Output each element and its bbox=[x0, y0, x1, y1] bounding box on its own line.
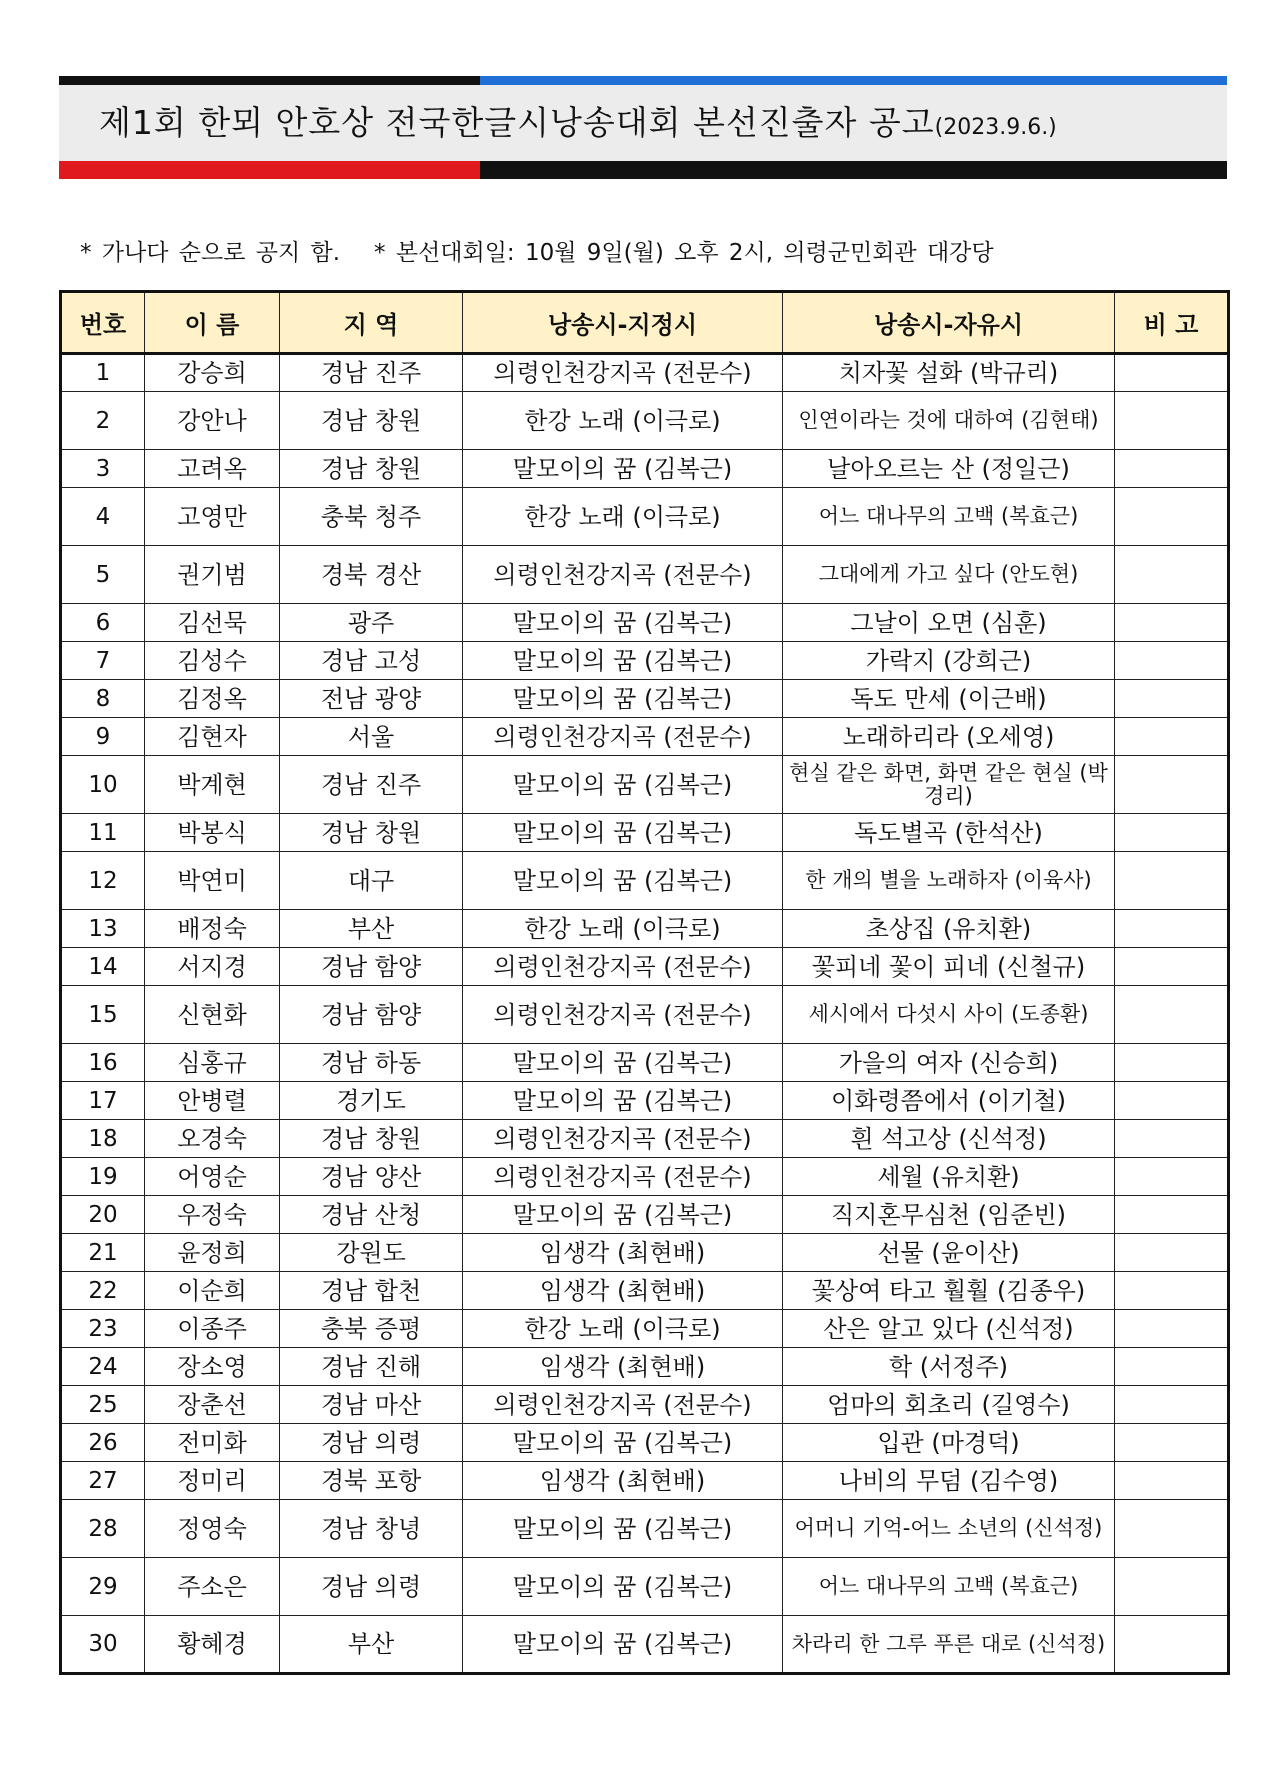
cell-name: 심홍규 bbox=[145, 1044, 280, 1082]
banner-stripe-red-bottom bbox=[59, 161, 480, 179]
column-header-remarks: 비 고 bbox=[1115, 292, 1229, 354]
cell-designated-poem: 한강 노래 (이극로) bbox=[463, 1310, 783, 1348]
cell-number: 14 bbox=[61, 948, 145, 986]
cell-designated-poem: 의령인천강지곡 (전문수) bbox=[463, 986, 783, 1044]
table-row bbox=[61, 1500, 1229, 1558]
cell-name: 오경숙 bbox=[145, 1120, 280, 1158]
cell-name: 우정숙 bbox=[145, 1196, 280, 1234]
cell-region: 경남 창원 bbox=[280, 814, 463, 852]
cell-remarks bbox=[1115, 488, 1229, 546]
cell-number: 16 bbox=[61, 1044, 145, 1082]
cell-region: 경남 하동 bbox=[280, 1044, 463, 1082]
table-row bbox=[61, 718, 1229, 756]
cell-name: 김현자 bbox=[145, 718, 280, 756]
cell-free-poem: 초상집 (유치환) bbox=[783, 910, 1115, 948]
cell-remarks bbox=[1115, 450, 1229, 488]
cell-free-poem: 한 개의 별을 노래하자 (이육사) bbox=[783, 852, 1115, 910]
cell-remarks bbox=[1115, 1120, 1229, 1158]
cell-region: 경남 창원 bbox=[280, 392, 463, 450]
cell-region: 부산 bbox=[280, 910, 463, 948]
cell-name: 권기범 bbox=[145, 546, 280, 604]
table-row bbox=[61, 680, 1229, 718]
cell-designated-poem: 의령인천강지곡 (전문수) bbox=[463, 948, 783, 986]
cell-designated-poem: 의령인천강지곡 (전문수) bbox=[463, 1158, 783, 1196]
table-row bbox=[61, 1272, 1229, 1310]
cell-designated-poem: 의령인천강지곡 (전문수) bbox=[463, 354, 783, 392]
cell-name: 박계현 bbox=[145, 756, 280, 814]
cell-remarks bbox=[1115, 1196, 1229, 1234]
cell-region: 경남 창원 bbox=[280, 1120, 463, 1158]
cell-name: 박연미 bbox=[145, 852, 280, 910]
cell-number: 3 bbox=[61, 450, 145, 488]
cell-region: 경남 진해 bbox=[280, 1348, 463, 1386]
table-row bbox=[61, 1120, 1229, 1158]
cell-free-poem: 입관 (마경덕) bbox=[783, 1424, 1115, 1462]
cell-number: 29 bbox=[61, 1558, 145, 1616]
table-row bbox=[61, 1234, 1229, 1272]
cell-designated-poem: 말모이의 꿈 (김복근) bbox=[463, 450, 783, 488]
cell-free-poem: 이화령쯤에서 (이기철) bbox=[783, 1082, 1115, 1120]
cell-region: 경남 진주 bbox=[280, 756, 463, 814]
banner-stripe-black-bottom bbox=[480, 161, 1227, 179]
cell-designated-poem: 임생각 (최현배) bbox=[463, 1234, 783, 1272]
table-row bbox=[61, 1462, 1229, 1500]
cell-name: 전미화 bbox=[145, 1424, 280, 1462]
cell-remarks bbox=[1115, 814, 1229, 852]
cell-name: 김정옥 bbox=[145, 680, 280, 718]
cell-region: 경북 포항 bbox=[280, 1462, 463, 1500]
cell-number: 12 bbox=[61, 852, 145, 910]
cell-designated-poem: 의령인천강지곡 (전문수) bbox=[463, 718, 783, 756]
cell-designated-poem: 말모이의 꿈 (김복근) bbox=[463, 814, 783, 852]
cell-name: 정미리 bbox=[145, 1462, 280, 1500]
cell-designated-poem: 의령인천강지곡 (전문수) bbox=[463, 1386, 783, 1424]
cell-designated-poem: 의령인천강지곡 (전문수) bbox=[463, 546, 783, 604]
cell-number: 15 bbox=[61, 986, 145, 1044]
cell-name: 어영순 bbox=[145, 1158, 280, 1196]
cell-region: 경남 함양 bbox=[280, 986, 463, 1044]
cell-free-poem: 어느 대나무의 고백 (복효근) bbox=[783, 488, 1115, 546]
cell-name: 이종주 bbox=[145, 1310, 280, 1348]
cell-region: 경남 고성 bbox=[280, 642, 463, 680]
cell-remarks bbox=[1115, 852, 1229, 910]
cell-remarks bbox=[1115, 948, 1229, 986]
cell-name: 안병렬 bbox=[145, 1082, 280, 1120]
table-row bbox=[61, 910, 1229, 948]
cell-number: 25 bbox=[61, 1386, 145, 1424]
table-row bbox=[61, 392, 1229, 450]
cell-designated-poem: 한강 노래 (이극로) bbox=[463, 910, 783, 948]
cell-region: 충북 증평 bbox=[280, 1310, 463, 1348]
cell-free-poem: 엄마의 회초리 (길영수) bbox=[783, 1386, 1115, 1424]
cell-region: 경남 의령 bbox=[280, 1424, 463, 1462]
cell-designated-poem: 임생각 (최현배) bbox=[463, 1462, 783, 1500]
cell-name: 고영만 bbox=[145, 488, 280, 546]
cell-remarks bbox=[1115, 392, 1229, 450]
notice-line bbox=[80, 234, 994, 267]
cell-free-poem: 치자꽃 설화 (박규리) bbox=[783, 354, 1115, 392]
table-row bbox=[61, 986, 1229, 1044]
title-banner bbox=[59, 76, 1227, 179]
cell-free-poem: 세시에서 다섯시 사이 (도종환) bbox=[783, 986, 1115, 1044]
cell-number: 4 bbox=[61, 488, 145, 546]
cell-free-poem: 그대에게 가고 싶다 (안도현) bbox=[783, 546, 1115, 604]
cell-region: 서울 bbox=[280, 718, 463, 756]
cell-designated-poem: 의령인천강지곡 (전문수) bbox=[463, 1120, 783, 1158]
cell-name: 장소영 bbox=[145, 1348, 280, 1386]
cell-name: 이순희 bbox=[145, 1272, 280, 1310]
cell-designated-poem: 말모이의 꿈 (김복근) bbox=[463, 642, 783, 680]
cell-designated-poem: 임생각 (최현배) bbox=[463, 1272, 783, 1310]
cell-free-poem: 흰 석고상 (신석정) bbox=[783, 1120, 1115, 1158]
cell-name: 황혜경 bbox=[145, 1616, 280, 1674]
cell-remarks bbox=[1115, 642, 1229, 680]
cell-number: 11 bbox=[61, 814, 145, 852]
cell-free-poem: 산은 알고 있다 (신석정) bbox=[783, 1310, 1115, 1348]
cell-designated-poem: 말모이의 꿈 (김복근) bbox=[463, 1082, 783, 1120]
table-row bbox=[61, 1616, 1229, 1674]
page-title-text: 제1회 한뫼 안호상 전국한글시낭송대회 본선진출자 공고 bbox=[99, 103, 935, 142]
cell-designated-poem: 말모이의 꿈 (김복근) bbox=[463, 680, 783, 718]
table-row bbox=[61, 488, 1229, 546]
table-row bbox=[61, 604, 1229, 642]
cell-region: 경북 경산 bbox=[280, 546, 463, 604]
cell-remarks bbox=[1115, 1558, 1229, 1616]
cell-remarks bbox=[1115, 756, 1229, 814]
cell-remarks bbox=[1115, 1500, 1229, 1558]
cell-remarks bbox=[1115, 1386, 1229, 1424]
table-row bbox=[61, 1044, 1229, 1082]
cell-name: 강안나 bbox=[145, 392, 280, 450]
cell-region: 경남 창녕 bbox=[280, 1500, 463, 1558]
cell-designated-poem: 말모이의 꿈 (김복근) bbox=[463, 1424, 783, 1462]
cell-designated-poem: 한강 노래 (이극로) bbox=[463, 488, 783, 546]
cell-region: 경남 마산 bbox=[280, 1386, 463, 1424]
cell-remarks bbox=[1115, 986, 1229, 1044]
cell-designated-poem: 말모이의 꿈 (김복근) bbox=[463, 1558, 783, 1616]
cell-free-poem: 어머니 기억-어느 소년의 (신석정) bbox=[783, 1500, 1115, 1558]
table-row bbox=[61, 1196, 1229, 1234]
cell-region: 경남 산청 bbox=[280, 1196, 463, 1234]
cell-free-poem: 날아오르는 산 (정일근) bbox=[783, 450, 1115, 488]
cell-number: 18 bbox=[61, 1120, 145, 1158]
cell-name: 서지경 bbox=[145, 948, 280, 986]
cell-free-poem: 독도 만세 (이근배) bbox=[783, 680, 1115, 718]
cell-remarks bbox=[1115, 1234, 1229, 1272]
table-row bbox=[61, 1310, 1229, 1348]
cell-name: 강승희 bbox=[145, 354, 280, 392]
cell-name: 박봉식 bbox=[145, 814, 280, 852]
column-header-name: 이 름 bbox=[145, 292, 280, 354]
cell-number: 13 bbox=[61, 910, 145, 948]
column-header-region: 지 역 bbox=[280, 292, 463, 354]
table-row bbox=[61, 1158, 1229, 1196]
cell-number: 7 bbox=[61, 642, 145, 680]
table-header-row bbox=[61, 292, 1229, 354]
column-header-designated-poem: 낭송시-지정시 bbox=[463, 292, 783, 354]
cell-number: 5 bbox=[61, 546, 145, 604]
table-row bbox=[61, 1348, 1229, 1386]
cell-name: 장춘선 bbox=[145, 1386, 280, 1424]
cell-remarks bbox=[1115, 1272, 1229, 1310]
cell-free-poem: 꽃피네 꽃이 피네 (신철규) bbox=[783, 948, 1115, 986]
cell-number: 6 bbox=[61, 604, 145, 642]
cell-name: 김선묵 bbox=[145, 604, 280, 642]
cell-number: 8 bbox=[61, 680, 145, 718]
banner-body bbox=[59, 85, 1227, 161]
table-row bbox=[61, 1558, 1229, 1616]
cell-remarks bbox=[1115, 1158, 1229, 1196]
cell-name: 윤정희 bbox=[145, 1234, 280, 1272]
cell-remarks bbox=[1115, 910, 1229, 948]
cell-region: 부산 bbox=[280, 1616, 463, 1674]
cell-designated-poem: 한강 노래 (이극로) bbox=[463, 392, 783, 450]
cell-number: 27 bbox=[61, 1462, 145, 1500]
cell-free-poem: 선물 (윤이산) bbox=[783, 1234, 1115, 1272]
table-row bbox=[61, 1424, 1229, 1462]
cell-remarks bbox=[1115, 680, 1229, 718]
table-row bbox=[61, 450, 1229, 488]
cell-remarks bbox=[1115, 1082, 1229, 1120]
column-header-number: 번호 bbox=[61, 292, 145, 354]
cell-free-poem: 인연이라는 것에 대하여 (김현태) bbox=[783, 392, 1115, 450]
cell-region: 경남 함양 bbox=[280, 948, 463, 986]
cell-number: 19 bbox=[61, 1158, 145, 1196]
cell-number: 1 bbox=[61, 354, 145, 392]
announcement-date: (2023.9.6.) bbox=[934, 115, 1057, 140]
cell-free-poem: 학 (서정주) bbox=[783, 1348, 1115, 1386]
cell-number: 24 bbox=[61, 1348, 145, 1386]
cell-region: 경남 창원 bbox=[280, 450, 463, 488]
table-row bbox=[61, 1082, 1229, 1120]
cell-name: 주소은 bbox=[145, 1558, 280, 1616]
table-row bbox=[61, 354, 1229, 392]
table-row bbox=[61, 756, 1229, 814]
cell-free-poem: 어느 대나무의 고백 (복효근) bbox=[783, 1558, 1115, 1616]
cell-number: 26 bbox=[61, 1424, 145, 1462]
table-row bbox=[61, 852, 1229, 910]
cell-remarks bbox=[1115, 1310, 1229, 1348]
cell-number: 10 bbox=[61, 756, 145, 814]
cell-remarks bbox=[1115, 1424, 1229, 1462]
cell-remarks bbox=[1115, 354, 1229, 392]
cell-number: 20 bbox=[61, 1196, 145, 1234]
cell-name: 고려옥 bbox=[145, 450, 280, 488]
cell-designated-poem: 말모이의 꿈 (김복근) bbox=[463, 1196, 783, 1234]
table-row bbox=[61, 1386, 1229, 1424]
cell-free-poem: 현실 같은 화면, 화면 같은 현실 (박경리) bbox=[783, 756, 1115, 814]
cell-remarks bbox=[1115, 546, 1229, 604]
cell-free-poem: 꽃상여 타고 훨훨 (김종우) bbox=[783, 1272, 1115, 1310]
finalist-table bbox=[59, 290, 1230, 1675]
cell-free-poem: 나비의 무덤 (김수영) bbox=[783, 1462, 1115, 1500]
cell-remarks bbox=[1115, 604, 1229, 642]
cell-remarks bbox=[1115, 1348, 1229, 1386]
banner-stripe-blue-top bbox=[480, 76, 1227, 85]
cell-designated-poem: 임생각 (최현배) bbox=[463, 1348, 783, 1386]
cell-free-poem: 가락지 (강희근) bbox=[783, 642, 1115, 680]
cell-name: 신현화 bbox=[145, 986, 280, 1044]
cell-number: 21 bbox=[61, 1234, 145, 1272]
table-row bbox=[61, 948, 1229, 986]
table-row bbox=[61, 546, 1229, 604]
cell-designated-poem: 말모이의 꿈 (김복근) bbox=[463, 1616, 783, 1674]
cell-region: 대구 bbox=[280, 852, 463, 910]
cell-free-poem: 노래하리라 (오세영) bbox=[783, 718, 1115, 756]
cell-region: 전남 광양 bbox=[280, 680, 463, 718]
cell-number: 30 bbox=[61, 1616, 145, 1674]
cell-number: 23 bbox=[61, 1310, 145, 1348]
note-finals-schedule: * 본선대회일: 10월 9일(월) 오후 2시, 의령군민회관 대강당 bbox=[374, 240, 994, 266]
cell-designated-poem: 말모이의 꿈 (김복근) bbox=[463, 756, 783, 814]
cell-free-poem: 가을의 여자 (신승희) bbox=[783, 1044, 1115, 1082]
cell-remarks bbox=[1115, 718, 1229, 756]
cell-region: 경남 진주 bbox=[280, 354, 463, 392]
column-header-free-poem: 낭송시-자유시 bbox=[783, 292, 1115, 354]
cell-name: 김성수 bbox=[145, 642, 280, 680]
cell-number: 22 bbox=[61, 1272, 145, 1310]
note-order: * 가나다 순으로 공지 함. bbox=[80, 240, 341, 266]
cell-number: 2 bbox=[61, 392, 145, 450]
cell-region: 광주 bbox=[280, 604, 463, 642]
cell-region: 경남 합천 bbox=[280, 1272, 463, 1310]
cell-name: 정영숙 bbox=[145, 1500, 280, 1558]
page-title bbox=[99, 85, 1057, 161]
cell-designated-poem: 말모이의 꿈 (김복근) bbox=[463, 852, 783, 910]
cell-free-poem: 세월 (유치환) bbox=[783, 1158, 1115, 1196]
cell-free-poem: 직지혼무심천 (임준빈) bbox=[783, 1196, 1115, 1234]
banner-stripe-black-top bbox=[59, 76, 480, 85]
cell-region: 충북 청주 bbox=[280, 488, 463, 546]
cell-free-poem: 차라리 한 그루 푸른 대로 (신석정) bbox=[783, 1616, 1115, 1674]
cell-designated-poem: 말모이의 꿈 (김복근) bbox=[463, 1044, 783, 1082]
cell-free-poem: 그날이 오면 (심훈) bbox=[783, 604, 1115, 642]
cell-name: 배정숙 bbox=[145, 910, 280, 948]
cell-region: 경남 의령 bbox=[280, 1558, 463, 1616]
cell-remarks bbox=[1115, 1462, 1229, 1500]
cell-remarks bbox=[1115, 1616, 1229, 1674]
table-row bbox=[61, 814, 1229, 852]
cell-region: 경남 양산 bbox=[280, 1158, 463, 1196]
cell-number: 9 bbox=[61, 718, 145, 756]
cell-number: 17 bbox=[61, 1082, 145, 1120]
table-row bbox=[61, 642, 1229, 680]
cell-region: 강원도 bbox=[280, 1234, 463, 1272]
cell-number: 28 bbox=[61, 1500, 145, 1558]
cell-free-poem: 독도별곡 (한석산) bbox=[783, 814, 1115, 852]
cell-designated-poem: 말모이의 꿈 (김복근) bbox=[463, 1500, 783, 1558]
cell-remarks bbox=[1115, 1044, 1229, 1082]
cell-region: 경기도 bbox=[280, 1082, 463, 1120]
cell-designated-poem: 말모이의 꿈 (김복근) bbox=[463, 604, 783, 642]
